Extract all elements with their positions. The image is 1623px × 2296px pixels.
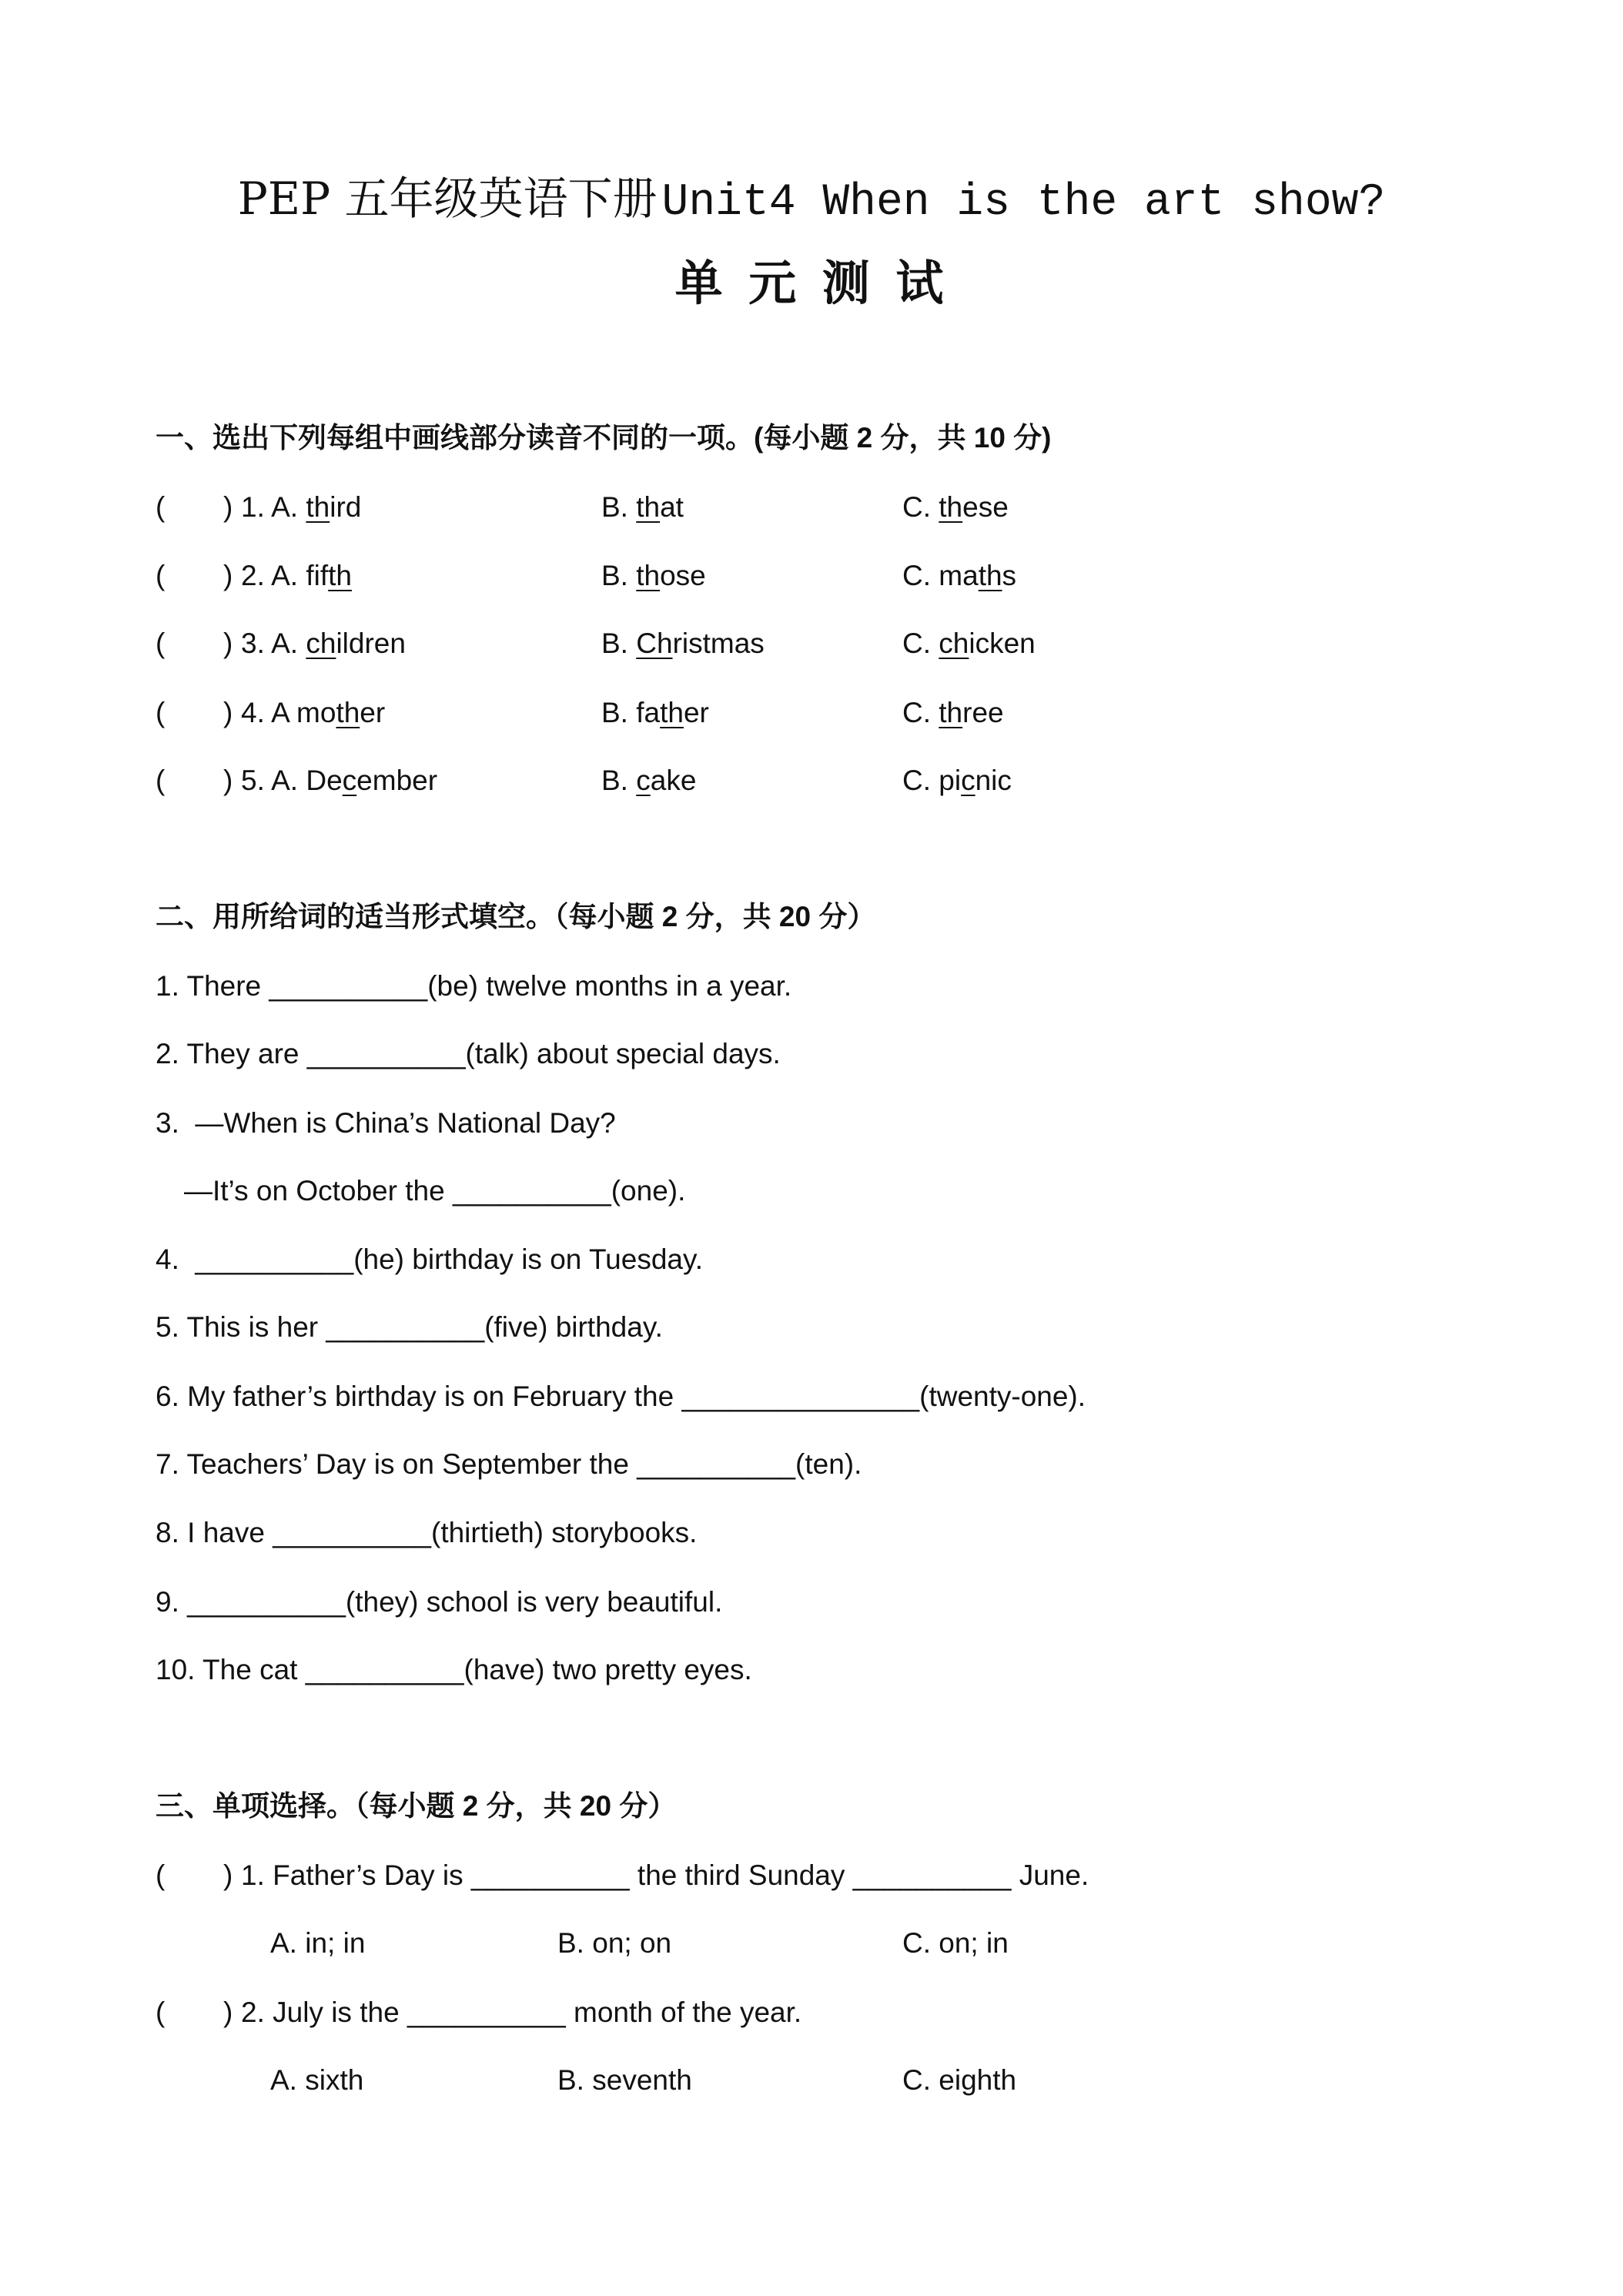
option-word-post: s (1002, 560, 1017, 591)
option-c: C. on; in (902, 1927, 1009, 1959)
option-word-pre: fif (306, 560, 329, 591)
s2-item-question-line (0, 1104, 1623, 1143)
option-c: C. eighth (902, 2064, 1017, 2096)
item-text-pre: 2. They are (156, 1038, 307, 1069)
answer-blank: __________ (407, 1996, 566, 2028)
option-word-underlined: th (306, 491, 330, 523)
paren-close: ) (223, 1859, 233, 1891)
paren-close: ) (223, 697, 233, 728)
item-text (156, 1377, 1086, 1416)
answer-blank: __________ (269, 970, 428, 1002)
option-c (902, 557, 1016, 595)
option-word-underlined: ch (939, 628, 969, 659)
s2-item (0, 1514, 1623, 1552)
s3-question-row (0, 1993, 1623, 2032)
item-text-post: (ten). (795, 1448, 862, 1480)
item-text-pre: 10. The cat (156, 1654, 306, 1685)
answer-blank: __________ (452, 1175, 611, 1207)
stem-text: 2. July is the (241, 1996, 407, 2028)
question-number: 2. (241, 560, 265, 591)
s2-item (0, 1445, 1623, 1484)
option-label: C. (902, 560, 931, 591)
question-stem (241, 488, 361, 527)
paren-close: ) (223, 1996, 233, 2028)
item-text-pre: 6. My father’s birthday is on February the (156, 1381, 682, 1412)
item-text-post: (they) school is very beautiful. (345, 1586, 723, 1618)
paren-open: ( (156, 560, 166, 591)
option-word-underlined: c (961, 765, 975, 796)
s1-question-row (0, 761, 1623, 800)
s2-item (0, 1308, 1623, 1347)
question-number: 1. (241, 491, 265, 523)
item-text (156, 1240, 703, 1279)
item-question: 3. —When is China’s National Day? (156, 1107, 616, 1139)
option-label: B. (601, 491, 628, 523)
item-text-pre: 4. (156, 1243, 196, 1275)
question-stem (241, 761, 437, 800)
option-word-post: er (360, 697, 386, 728)
paren-open: ( (156, 628, 166, 659)
paren-close: ) (223, 560, 233, 591)
answer-blank: _______________ (681, 1381, 920, 1412)
item-text-pre: 9. (156, 1586, 188, 1618)
option-word-underlined: Ch (636, 628, 673, 659)
item-text-post: (talk) about special days. (465, 1038, 781, 1069)
item-text (156, 1514, 697, 1552)
answer-blank: __________ (195, 1243, 354, 1275)
option-word-pre: pi (939, 765, 962, 796)
section-1-heading: 一、选出下列每组中画线部分读音不同的一项。(每小题 2 分，共 10 分) (156, 422, 1052, 454)
option-word-post: ember (356, 765, 438, 796)
question-stem (241, 1993, 801, 2032)
question-number: 5. (241, 765, 265, 796)
option-c (902, 488, 1009, 527)
option-a (271, 560, 352, 591)
item-text-post: (twenty-one). (919, 1381, 1086, 1412)
option-c (902, 694, 1004, 732)
paren-close: ) (223, 765, 233, 796)
item-text-post: (have) two pretty eyes. (463, 1654, 752, 1685)
s1-question-row (0, 624, 1623, 663)
section-3-heading: 三、单项选择。（每小题 2 分，共 20 分） (156, 1790, 677, 1822)
option-c (902, 624, 1036, 663)
option-b (601, 488, 684, 527)
option-b: B. seventh (557, 2064, 692, 2096)
answer-blank: __________ (470, 1859, 630, 1891)
answer-blank: __________ (637, 1448, 796, 1480)
option-b: B. on; on (557, 1927, 672, 1959)
option-word-post: at (660, 491, 684, 523)
paren-open: ( (156, 491, 166, 523)
item-text (156, 1035, 781, 1073)
paren-open: ( (156, 697, 166, 728)
option-c (902, 761, 1012, 800)
option-label: A (271, 697, 289, 728)
option-word-underlined: c (636, 765, 651, 796)
option-word-underlined: th (636, 491, 661, 523)
item-text-post: (one). (611, 1175, 686, 1207)
item-text-pre: 7. Teachers’ Day is on September the (156, 1448, 637, 1480)
stem-text: June. (1011, 1859, 1089, 1891)
question-number: 3. (241, 628, 265, 659)
option-label: C. (902, 628, 931, 659)
answer-blank: __________ (305, 1654, 464, 1685)
s2-item (0, 1583, 1623, 1622)
option-b (601, 694, 709, 732)
option-word-underlined: th (978, 560, 1002, 591)
option-word-pre: De (306, 765, 343, 796)
option-word-post: ree (962, 697, 1004, 728)
option-word-underlined: c (342, 765, 357, 796)
option-word-post: nic (975, 765, 1012, 796)
answer-blank: __________ (326, 1311, 485, 1343)
paren-open: ( (156, 1996, 166, 2028)
option-label: C. (902, 697, 931, 728)
item-text (156, 967, 791, 1006)
option-label: A. (271, 491, 299, 523)
item-text (156, 1308, 663, 1347)
option-word-underlined: th (636, 560, 661, 591)
option-word-post: ose (660, 560, 706, 591)
option-b (601, 557, 706, 595)
s3-options-row (0, 1924, 1623, 1963)
stem-text: month of the year. (565, 1996, 802, 2028)
option-a (271, 765, 437, 796)
s2-item (0, 1377, 1623, 1416)
option-word-post: ird (330, 491, 362, 523)
s2-item (0, 967, 1623, 1006)
item-text-pre: 8. I have (156, 1517, 273, 1548)
option-a: A. sixth (270, 2064, 364, 2096)
option-word-post: ake (650, 765, 697, 796)
option-b (601, 624, 765, 663)
answer-blank: __________ (187, 1586, 346, 1618)
question-number: 4. (241, 697, 265, 728)
answer-blank: __________ (273, 1517, 431, 1548)
option-word-underlined: th (660, 697, 684, 728)
item-text-post: (be) twelve months in a year. (427, 970, 792, 1002)
stem-text: the third Sunday (629, 1859, 853, 1891)
question-stem (241, 694, 385, 732)
title-line-2: 单 元 测 试 (674, 255, 949, 311)
s3-question-row (0, 1856, 1623, 1895)
item-text-post: (thirtieth) storybooks. (431, 1517, 698, 1548)
option-word-pre: ma (939, 560, 979, 591)
option-word-underlined: th (939, 491, 963, 523)
answer-blank: __________ (306, 1038, 466, 1069)
option-label: A. (271, 765, 299, 796)
option-word-post: ristmas (672, 628, 765, 659)
option-a: A. in; in (270, 1927, 366, 1959)
item-text-pre: —It’s on October the (184, 1175, 453, 1207)
title-line-1 (0, 168, 1623, 229)
s2-item (0, 1035, 1623, 1073)
option-label: C. (902, 765, 931, 796)
s1-question-row (0, 557, 1623, 595)
item-text (156, 1651, 752, 1689)
paren-close: ) (223, 628, 233, 659)
option-label: B. (601, 560, 628, 591)
item-text (156, 1583, 722, 1622)
option-word-underlined: th (336, 697, 360, 728)
option-word-post: ildren (336, 628, 406, 659)
option-word-underlined: th (939, 697, 963, 728)
option-word-post: ese (962, 491, 1009, 523)
option-word-pre: mo (296, 697, 336, 728)
answer-blank: __________ (852, 1859, 1012, 1891)
s1-question-row (0, 694, 1623, 732)
s1-question-row (0, 488, 1623, 527)
option-label: B. (601, 765, 628, 796)
question-stem (241, 624, 406, 663)
paren-open: ( (156, 765, 166, 796)
paren-open: ( (156, 1859, 166, 1891)
item-text-pre: 5. This is her (156, 1311, 326, 1343)
option-label: B. (601, 697, 628, 728)
option-a (271, 491, 361, 523)
option-word-underlined: ch (306, 628, 336, 659)
option-word-post: er (683, 697, 709, 728)
option-a (271, 628, 406, 659)
option-label: A. (271, 560, 299, 591)
s2-item-answer-line (0, 1172, 1623, 1210)
option-label: B. (601, 628, 628, 659)
paren-close: ) (223, 491, 233, 523)
section-2-heading: 二、用所给词的适当形式填空。（每小题 2 分，共 20 分） (156, 901, 876, 932)
item-text (156, 1445, 862, 1484)
s3-options-row (0, 2061, 1623, 2100)
stem-text: 1. Father’s Day is (241, 1859, 471, 1891)
option-word-underlined: th (328, 560, 352, 591)
option-b (601, 761, 696, 800)
item-text-post: (he) birthday is on Tuesday. (353, 1243, 704, 1275)
option-word-pre: fa (636, 697, 661, 728)
option-a (271, 697, 385, 728)
item-text-pre: 1. There (156, 970, 269, 1002)
question-stem (241, 1856, 1089, 1895)
option-label: A. (271, 628, 299, 659)
item-text-post: (five) birthday. (484, 1311, 663, 1343)
question-stem (241, 557, 352, 595)
item-text (184, 1172, 685, 1210)
option-label: C. (902, 491, 931, 523)
title-en: Unit4 When is the art show? (661, 178, 1386, 228)
title-cn: PEP 五年级英语下册 (237, 172, 658, 225)
s2-item (0, 1240, 1623, 1279)
option-word-post: icken (969, 628, 1036, 659)
s2-item (0, 1651, 1623, 1689)
